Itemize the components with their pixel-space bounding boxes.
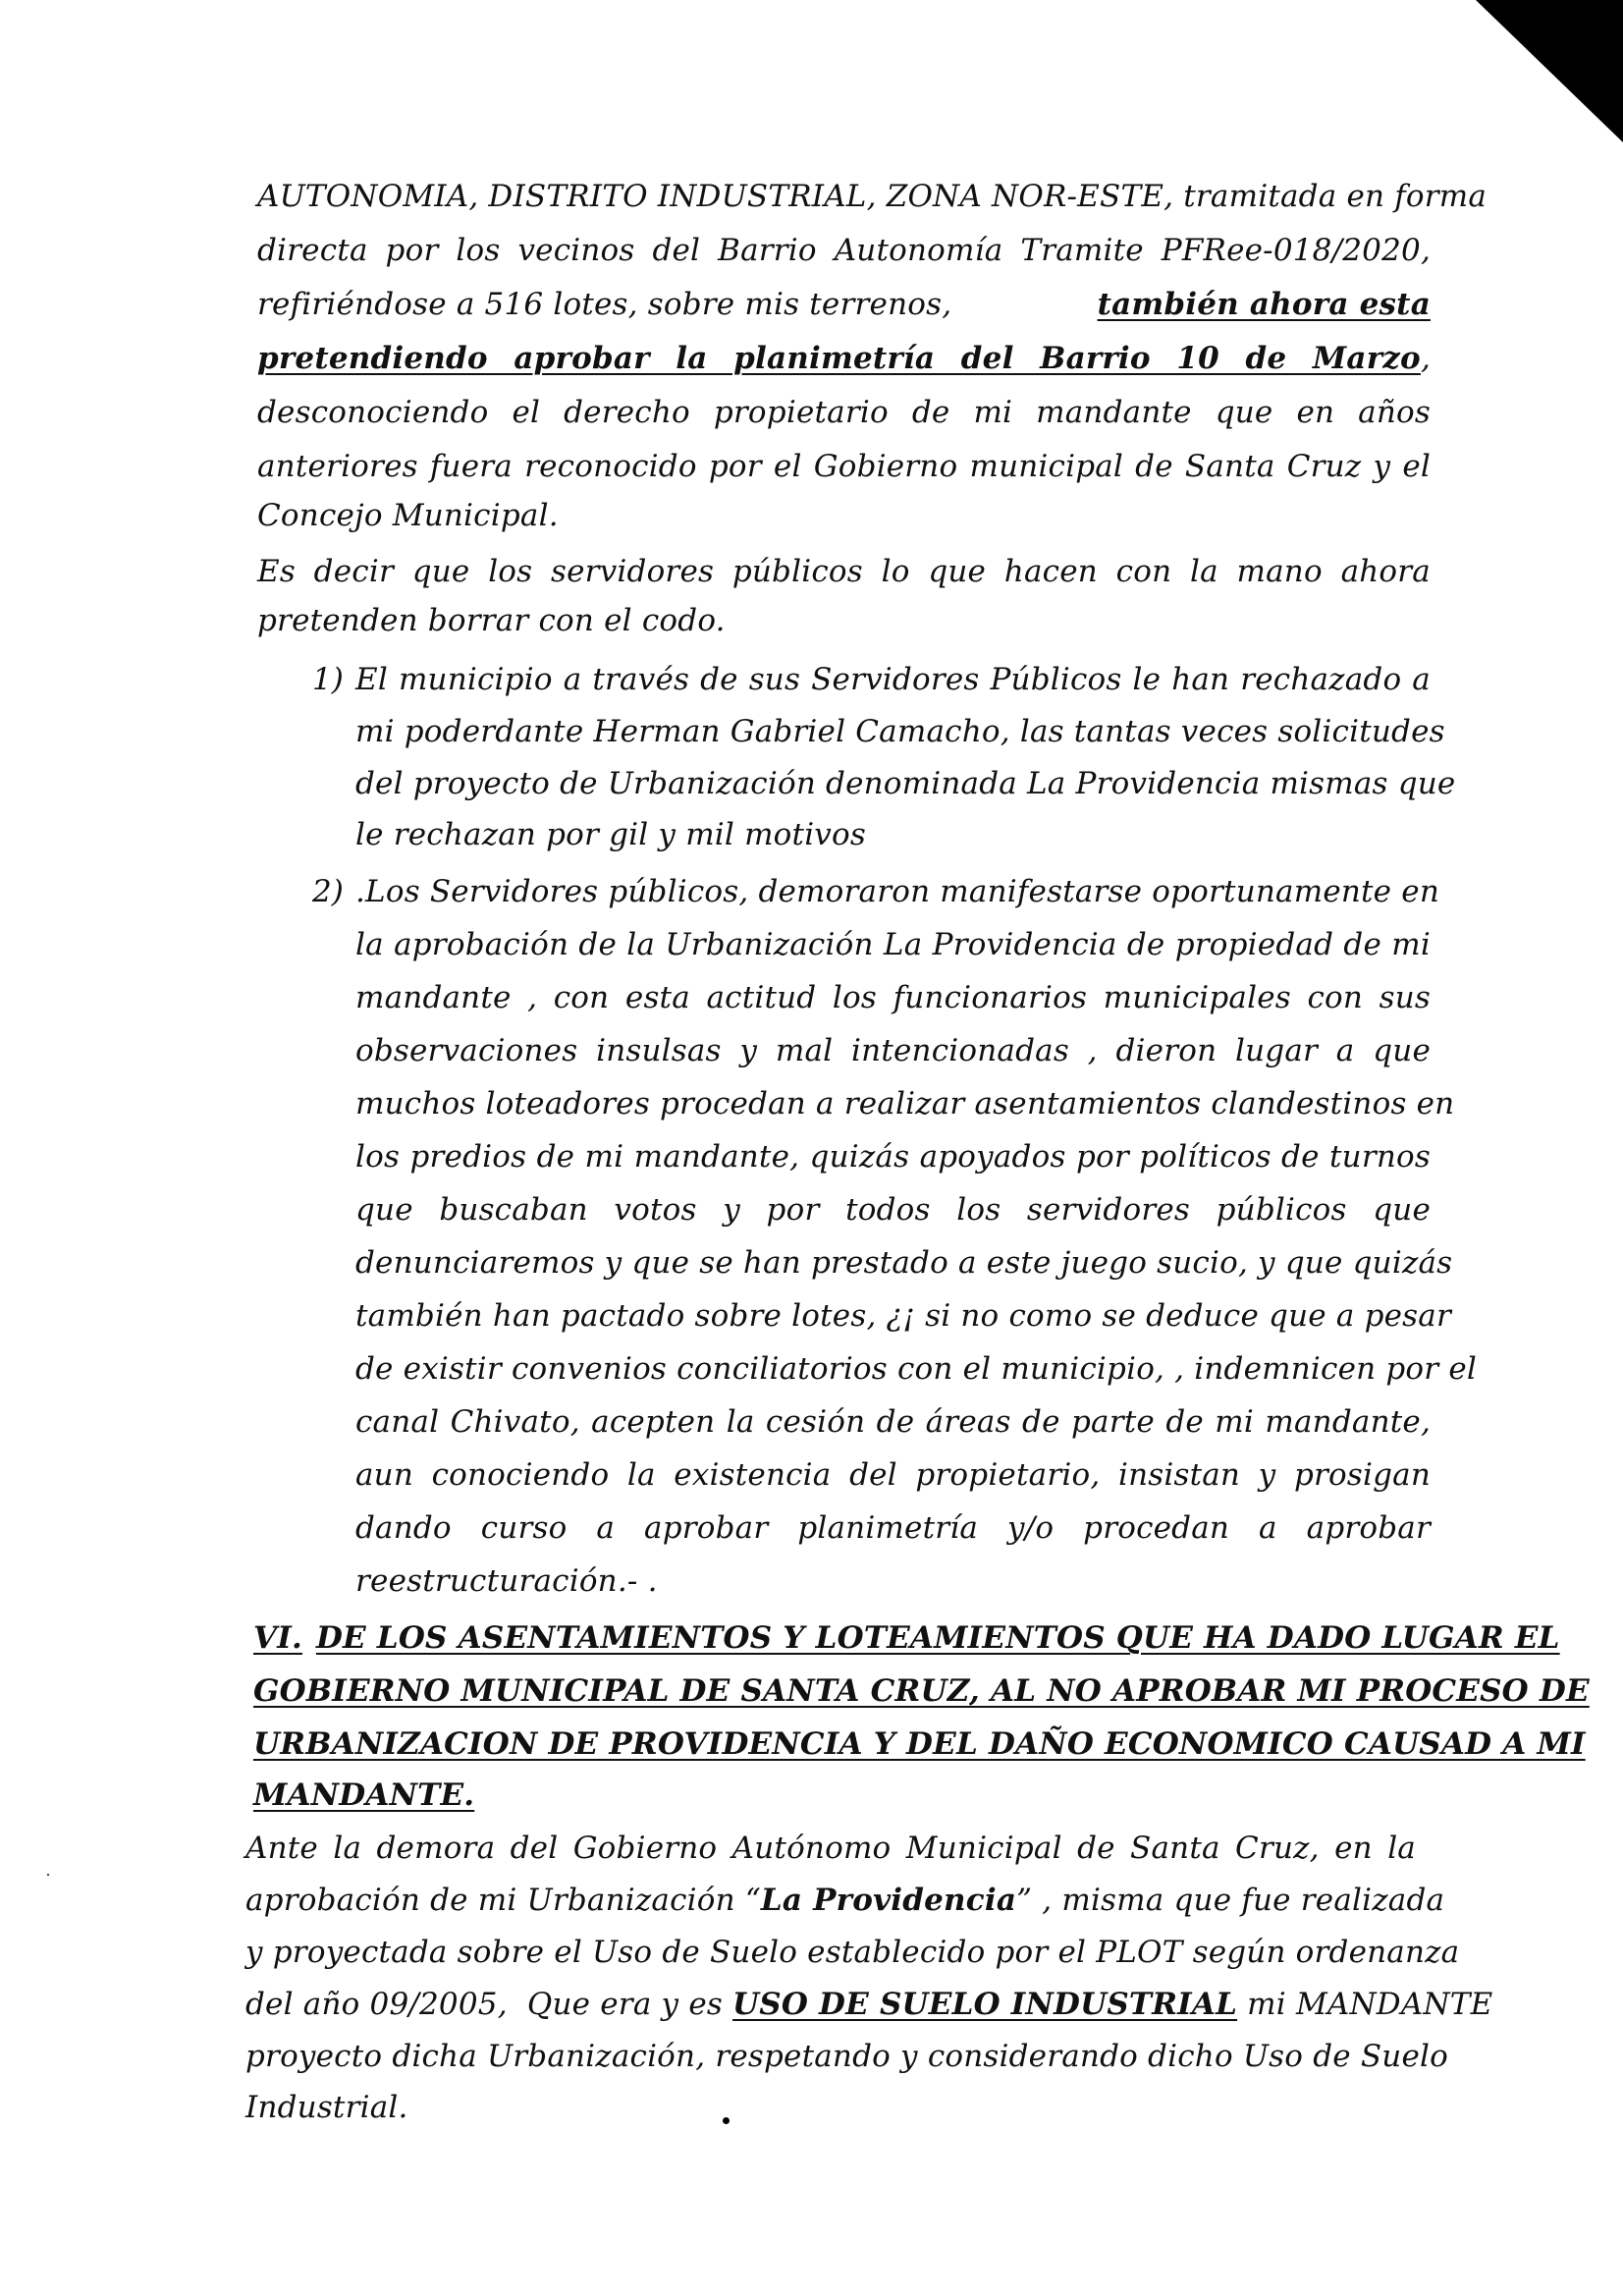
text-segment: del año 09/2005, Que era y es bbox=[245, 1987, 733, 2022]
text-line: la aprobación de la Urbanización La Providencia de propiedad de mi bbox=[355, 927, 1431, 962]
heading-line bbox=[253, 1618, 1560, 1658]
text-line: le rechazan por gil y mil motivos bbox=[355, 817, 866, 852]
text-line: desconociendo el derecho propietario de mi mandante que en años bbox=[257, 395, 1431, 430]
text-line: El municipio a través de sus Servidores Públicos le han rechazado a bbox=[355, 662, 1431, 697]
text-line: pretenden borrar con el codo. bbox=[257, 603, 726, 638]
text-line: AUTONOMIA, DISTRITO INDUSTRIAL, ZONA NOR-ESTE, tramitada en forma bbox=[257, 179, 1488, 214]
list-number: 2) bbox=[312, 874, 344, 909]
text-line: Ante la demora del Gobierno Autónomo Municipal de Santa Cruz, en la bbox=[245, 1831, 1416, 1866]
text-line: proyecto dicha Urbanización, respetando y considerando dicho Uso de Suelo bbox=[245, 2039, 1448, 2074]
text-line: muchos loteadores procedan a realizar asentamientos clandestinos en bbox=[355, 1086, 1455, 1121]
text-line: anteriores fuera reconocido por el Gobierno municipal de Santa Cruz y el bbox=[257, 449, 1431, 484]
stray-dot-mark bbox=[723, 2117, 730, 2124]
text-line: que buscaban votos y por todos los servidores públicos que bbox=[355, 1192, 1431, 1228]
heading-line: URBANIZACION DE PROVIDENCIA Y DEL DAÑO ECONOMICO CAUSAD A MI bbox=[253, 1726, 1586, 1762]
text-line bbox=[245, 1985, 1493, 2024]
scan-speck bbox=[47, 1874, 49, 1876]
emphasized-text: La Providencia bbox=[760, 1883, 1017, 1918]
text-line: Es decir que los servidores públicos lo que hacen con la mano ahora bbox=[257, 554, 1431, 589]
text-segment: aprobación de mi Urbanización “ bbox=[245, 1883, 761, 1918]
text-line: aun conociendo la existencia del propietario, insistan y prosigan bbox=[355, 1457, 1431, 1493]
text-line: directa por los vecinos del Barrio Autonomía Tramite PFRee-018/2020, bbox=[257, 233, 1431, 268]
text-line: los predios de mi mandante, quizás apoyados por políticos de turnos bbox=[355, 1139, 1431, 1175]
emphasized-text: USO DE SUELO INDUSTRIAL bbox=[732, 1987, 1238, 2022]
text-line: canal Chivato, acepten la cesión de áreas de parte de mi mandante, bbox=[355, 1404, 1431, 1440]
text-line: mandante , con esta actitud los funcionarios municipales con sus bbox=[355, 980, 1431, 1015]
emphasized-text: pretendiendo aprobar la planimetría del Barrio 10 de Marzo bbox=[257, 341, 1421, 376]
text-line: y proyectada sobre el Uso de Suelo establecido por el PLOT según ordenanza bbox=[245, 1935, 1460, 1970]
text-line bbox=[257, 339, 1431, 378]
heading-line: MANDANTE. bbox=[253, 1777, 475, 1813]
list-number: 1) bbox=[312, 662, 344, 697]
section-number: VI. bbox=[253, 1620, 302, 1656]
heading-text: DE LOS ASENTAMIENTOS Y LOTEAMIENTOS QUE HA DADO LUGAR EL bbox=[315, 1620, 1560, 1656]
text-line bbox=[257, 285, 1431, 324]
scan-corner-shadow bbox=[1476, 0, 1623, 142]
text-line: dando curso a aprobar planimetría y/o procedan a aprobar bbox=[355, 1510, 1431, 1546]
emphasized-text: también ahora esta bbox=[1097, 287, 1431, 322]
text-segment: mi MANDANTE bbox=[1237, 1987, 1493, 2022]
text-line: observaciones insulsas y mal intencionadas , dieron lugar a que bbox=[355, 1033, 1431, 1068]
text-line: de existir convenios conciliatorios con el municipio, , indemnicen por el bbox=[355, 1351, 1477, 1387]
text-line: mi poderdante Herman Gabriel Camacho, las tantas veces solicitudes bbox=[355, 714, 1445, 749]
text-line: Industrial. bbox=[245, 2090, 408, 2125]
text-segment: ” , misma que fue realizada bbox=[1016, 1883, 1445, 1918]
text-segment: , bbox=[1420, 341, 1431, 376]
text-line: también han pactado sobre lotes, ¿¡ si no como se deduce que a pesar bbox=[355, 1298, 1451, 1334]
text-line: reestructuración.- . bbox=[355, 1563, 658, 1599]
text-line: Concejo Municipal. bbox=[257, 498, 559, 533]
text-line: denunciaremos y que se han prestado a este juego sucio, y que quizás bbox=[355, 1245, 1453, 1281]
text-segment: refiriéndose a 516 lotes, sobre mis terrenos, bbox=[257, 287, 952, 322]
text-line: del proyecto de Urbanización denominada La Providencia mismas que bbox=[355, 766, 1456, 801]
text-line: .Los Servidores públicos, demoraron manifestarse oportunamente en bbox=[355, 874, 1439, 909]
text-line bbox=[245, 1881, 1445, 1920]
heading-line: GOBIERNO MUNICIPAL DE SANTA CRUZ, AL NO APROBAR MI PROCESO DE bbox=[253, 1673, 1590, 1709]
